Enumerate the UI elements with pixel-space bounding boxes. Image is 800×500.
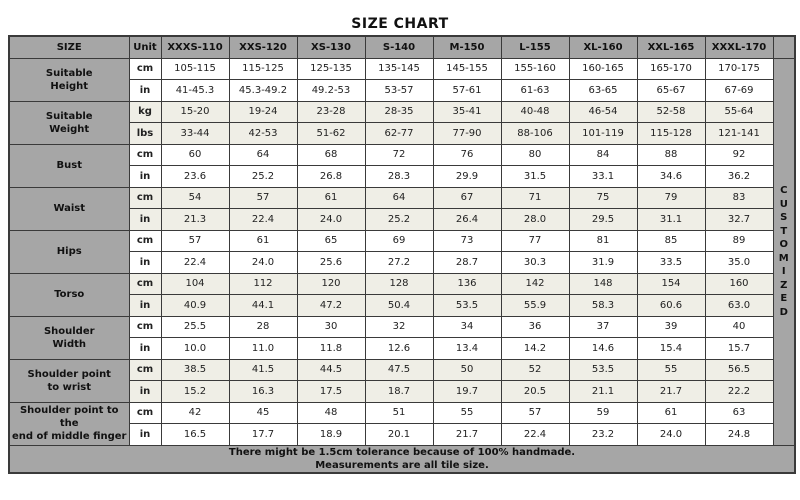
table-row bbox=[9, 101, 795, 123]
value-cell: 24.0 bbox=[229, 252, 297, 274]
value-cell: 28.0 bbox=[501, 209, 569, 231]
value-cell: 20.5 bbox=[501, 381, 569, 403]
value-cell: 85 bbox=[637, 230, 705, 252]
unit-cell: in bbox=[129, 381, 161, 403]
value-cell: 45.3-49.2 bbox=[229, 80, 297, 102]
value-cell: 155-160 bbox=[501, 58, 569, 80]
value-cell: 25.5 bbox=[161, 316, 229, 338]
value-cell: 24.0 bbox=[637, 424, 705, 446]
value-cell: 21.3 bbox=[161, 209, 229, 231]
value-cell: 47.2 bbox=[297, 295, 365, 317]
value-cell: 46-54 bbox=[569, 101, 637, 123]
value-cell: 40-48 bbox=[501, 101, 569, 123]
value-cell: 23.6 bbox=[161, 166, 229, 188]
measurement-label bbox=[9, 316, 129, 359]
size-column-header: XS-130 bbox=[297, 36, 365, 58]
footer-note-line: Measurements are all tile size. bbox=[315, 459, 489, 471]
value-cell: 21.7 bbox=[637, 381, 705, 403]
value-cell: 21.1 bbox=[569, 381, 637, 403]
value-cell: 83 bbox=[705, 187, 773, 209]
table-row bbox=[9, 187, 795, 209]
value-cell: 33.5 bbox=[637, 252, 705, 274]
value-cell: 34.6 bbox=[637, 166, 705, 188]
measurement-label-line: Height bbox=[50, 80, 89, 92]
value-cell: 50 bbox=[433, 359, 501, 381]
value-cell: 160 bbox=[705, 273, 773, 295]
value-cell: 57 bbox=[501, 402, 569, 424]
value-cell: 40 bbox=[705, 316, 773, 338]
table-row bbox=[9, 273, 795, 295]
value-cell: 77 bbox=[501, 230, 569, 252]
value-cell: 37 bbox=[569, 316, 637, 338]
value-cell: 34 bbox=[433, 316, 501, 338]
customized-letter: U bbox=[779, 198, 788, 210]
value-cell: 89 bbox=[705, 230, 773, 252]
size-column-header: S-140 bbox=[365, 36, 433, 58]
value-cell: 61 bbox=[229, 230, 297, 252]
unit-cell: cm bbox=[129, 187, 161, 209]
measurement-label bbox=[9, 273, 129, 316]
value-cell: 125-135 bbox=[297, 58, 365, 80]
value-cell: 73 bbox=[433, 230, 501, 252]
value-cell: 76 bbox=[433, 144, 501, 166]
value-cell: 55 bbox=[637, 359, 705, 381]
value-cell: 115-125 bbox=[229, 58, 297, 80]
measurement-label-line: Shoulder point bbox=[27, 368, 111, 380]
unit-cell: cm bbox=[129, 316, 161, 338]
value-cell: 61 bbox=[637, 402, 705, 424]
size-column-header: XXXL-170 bbox=[705, 36, 773, 58]
customized-letter: O bbox=[779, 239, 788, 250]
value-cell: 64 bbox=[365, 187, 433, 209]
customized-letter: Z bbox=[780, 279, 788, 291]
value-cell: 40.9 bbox=[161, 295, 229, 317]
value-cell: 80 bbox=[501, 144, 569, 166]
table-row bbox=[9, 316, 795, 338]
value-cell: 28 bbox=[229, 316, 297, 338]
value-cell: 69 bbox=[365, 230, 433, 252]
value-cell: 24.0 bbox=[297, 209, 365, 231]
value-cell: 30.3 bbox=[501, 252, 569, 274]
value-cell: 75 bbox=[569, 187, 637, 209]
value-cell: 84 bbox=[569, 144, 637, 166]
value-cell: 23-28 bbox=[297, 101, 365, 123]
value-cell: 19-24 bbox=[229, 101, 297, 123]
value-cell: 38.5 bbox=[161, 359, 229, 381]
customized-header bbox=[773, 36, 795, 58]
measurement-label-line: Torso bbox=[54, 289, 85, 300]
value-cell: 135-145 bbox=[365, 58, 433, 80]
unit-cell: in bbox=[129, 209, 161, 231]
measurement-label bbox=[9, 144, 129, 187]
value-cell: 19.7 bbox=[433, 381, 501, 403]
value-cell: 25.2 bbox=[365, 209, 433, 231]
value-cell: 18.9 bbox=[297, 424, 365, 446]
page-title: SIZE CHART bbox=[351, 16, 449, 32]
value-cell: 15.2 bbox=[161, 381, 229, 403]
size-column-header: L-155 bbox=[501, 36, 569, 58]
table-row bbox=[9, 144, 795, 166]
unit-cell: cm bbox=[129, 144, 161, 166]
value-cell: 68 bbox=[297, 144, 365, 166]
value-cell: 55-64 bbox=[705, 101, 773, 123]
unit-cell: in bbox=[129, 252, 161, 274]
measurement-label bbox=[9, 58, 129, 101]
measurement-label-line: Width bbox=[52, 338, 86, 350]
value-cell: 25.2 bbox=[229, 166, 297, 188]
value-cell: 65 bbox=[297, 230, 365, 252]
customized-letter: I bbox=[781, 266, 786, 277]
footer-note bbox=[9, 445, 795, 473]
unit-cell: cm bbox=[129, 230, 161, 252]
value-cell: 22.4 bbox=[501, 424, 569, 446]
value-cell: 41-45.3 bbox=[161, 80, 229, 102]
value-cell: 57 bbox=[161, 230, 229, 252]
value-cell: 120 bbox=[297, 273, 365, 295]
size-column-header: XXS-120 bbox=[229, 36, 297, 58]
unit-header: Unit bbox=[129, 36, 161, 58]
value-cell: 14.6 bbox=[569, 338, 637, 360]
value-cell: 148 bbox=[569, 273, 637, 295]
value-cell: 14.2 bbox=[501, 338, 569, 360]
value-cell: 60 bbox=[161, 144, 229, 166]
value-cell: 104 bbox=[161, 273, 229, 295]
value-cell: 64 bbox=[229, 144, 297, 166]
value-cell: 142 bbox=[501, 273, 569, 295]
value-cell: 33.1 bbox=[569, 166, 637, 188]
measurement-label-line: Bust bbox=[56, 160, 82, 171]
value-cell: 28.3 bbox=[365, 166, 433, 188]
size-chart-table bbox=[8, 35, 796, 474]
value-cell: 53-57 bbox=[365, 80, 433, 102]
value-cell: 35.0 bbox=[705, 252, 773, 274]
value-cell: 136 bbox=[433, 273, 501, 295]
customized-letter: M bbox=[778, 252, 789, 264]
value-cell: 128 bbox=[365, 273, 433, 295]
value-cell: 160-165 bbox=[569, 58, 637, 80]
value-cell: 58.3 bbox=[569, 295, 637, 317]
value-cell: 10.0 bbox=[161, 338, 229, 360]
value-cell: 20.1 bbox=[365, 424, 433, 446]
value-cell: 61 bbox=[297, 187, 365, 209]
measurement-label-line: Weight bbox=[49, 123, 90, 135]
unit-cell: in bbox=[129, 424, 161, 446]
unit-cell: cm bbox=[129, 273, 161, 295]
value-cell: 53.5 bbox=[569, 359, 637, 381]
value-cell: 48 bbox=[297, 402, 365, 424]
customized-letter: E bbox=[780, 293, 788, 304]
value-cell: 55.9 bbox=[501, 295, 569, 317]
value-cell: 30 bbox=[297, 316, 365, 338]
value-cell: 22.2 bbox=[705, 381, 773, 403]
value-cell: 13.4 bbox=[433, 338, 501, 360]
value-cell: 77-90 bbox=[433, 123, 501, 145]
value-cell: 72 bbox=[365, 144, 433, 166]
measurement-label bbox=[9, 402, 129, 445]
value-cell: 105-115 bbox=[161, 58, 229, 80]
value-cell: 112 bbox=[229, 273, 297, 295]
footer-note-line: There might be 1.5cm tolerance because of 100% handmade. bbox=[228, 446, 576, 458]
value-cell: 32.7 bbox=[705, 209, 773, 231]
value-cell: 27.2 bbox=[365, 252, 433, 274]
value-cell: 101-119 bbox=[569, 123, 637, 145]
value-cell: 63-65 bbox=[569, 80, 637, 102]
value-cell: 44.5 bbox=[297, 359, 365, 381]
value-cell: 15.7 bbox=[705, 338, 773, 360]
value-cell: 52 bbox=[501, 359, 569, 381]
value-cell: 62-77 bbox=[365, 123, 433, 145]
value-cell: 71 bbox=[501, 187, 569, 209]
value-cell: 67-69 bbox=[705, 80, 773, 102]
value-cell: 165-170 bbox=[637, 58, 705, 80]
value-cell: 49.2-53 bbox=[297, 80, 365, 102]
value-cell: 15-20 bbox=[161, 101, 229, 123]
value-cell: 55 bbox=[433, 402, 501, 424]
measurement-label-line: to wrist bbox=[47, 381, 91, 393]
value-cell: 52-58 bbox=[637, 101, 705, 123]
value-cell: 24.8 bbox=[705, 424, 773, 446]
value-cell: 170-175 bbox=[705, 58, 773, 80]
unit-cell: in bbox=[129, 295, 161, 317]
size-column-header: XXXS-110 bbox=[161, 36, 229, 58]
size-column-header: XL-160 bbox=[569, 36, 637, 58]
unit-cell: in bbox=[129, 338, 161, 360]
value-cell: 50.4 bbox=[365, 295, 433, 317]
size-column-header: M-150 bbox=[433, 36, 501, 58]
unit-cell: lbs bbox=[129, 123, 161, 145]
value-cell: 33-44 bbox=[161, 123, 229, 145]
value-cell: 21.7 bbox=[433, 424, 501, 446]
measurement-label-line: Shoulder bbox=[43, 325, 95, 337]
value-cell: 26.4 bbox=[433, 209, 501, 231]
value-cell: 12.6 bbox=[365, 338, 433, 360]
value-cell: 154 bbox=[637, 273, 705, 295]
value-cell: 59 bbox=[569, 402, 637, 424]
value-cell: 145-155 bbox=[433, 58, 501, 80]
value-cell: 57-61 bbox=[433, 80, 501, 102]
table-row bbox=[9, 58, 795, 80]
value-cell: 61-63 bbox=[501, 80, 569, 102]
customized-letter: T bbox=[780, 225, 788, 237]
value-cell: 57 bbox=[229, 187, 297, 209]
size-header: SIZE bbox=[9, 36, 129, 58]
customized-letter: C bbox=[780, 185, 788, 196]
value-cell: 45 bbox=[229, 402, 297, 424]
value-cell: 36 bbox=[501, 316, 569, 338]
value-cell: 53.5 bbox=[433, 295, 501, 317]
value-cell: 16.5 bbox=[161, 424, 229, 446]
value-cell: 29.5 bbox=[569, 209, 637, 231]
unit-cell: in bbox=[129, 80, 161, 102]
value-cell: 35-41 bbox=[433, 101, 501, 123]
footer-row bbox=[9, 445, 795, 473]
value-cell: 60.6 bbox=[637, 295, 705, 317]
customized-letter: S bbox=[780, 212, 788, 223]
value-cell: 36.2 bbox=[705, 166, 773, 188]
value-cell: 41.5 bbox=[229, 359, 297, 381]
header-row bbox=[9, 36, 795, 58]
customized-column bbox=[773, 58, 795, 445]
value-cell: 63.0 bbox=[705, 295, 773, 317]
measurement-label-line: Shoulder point to the bbox=[19, 405, 119, 429]
value-cell: 25.6 bbox=[297, 252, 365, 274]
unit-cell: in bbox=[129, 166, 161, 188]
value-cell: 47.5 bbox=[365, 359, 433, 381]
value-cell: 79 bbox=[637, 187, 705, 209]
unit-cell: cm bbox=[129, 58, 161, 80]
value-cell: 22.4 bbox=[161, 252, 229, 274]
table-row bbox=[9, 359, 795, 381]
value-cell: 31.5 bbox=[501, 166, 569, 188]
value-cell: 42 bbox=[161, 402, 229, 424]
value-cell: 18.7 bbox=[365, 381, 433, 403]
value-cell: 121-141 bbox=[705, 123, 773, 145]
measurement-label bbox=[9, 230, 129, 273]
table-row bbox=[9, 402, 795, 424]
value-cell: 22.4 bbox=[229, 209, 297, 231]
value-cell: 42-53 bbox=[229, 123, 297, 145]
value-cell: 17.5 bbox=[297, 381, 365, 403]
measurement-label-line: Suitable bbox=[45, 110, 93, 122]
value-cell: 11.8 bbox=[297, 338, 365, 360]
value-cell: 51 bbox=[365, 402, 433, 424]
value-cell: 44.1 bbox=[229, 295, 297, 317]
table-row bbox=[9, 230, 795, 252]
value-cell: 31.9 bbox=[569, 252, 637, 274]
value-cell: 15.4 bbox=[637, 338, 705, 360]
value-cell: 39 bbox=[637, 316, 705, 338]
size-column-header: XXL-165 bbox=[637, 36, 705, 58]
value-cell: 54 bbox=[161, 187, 229, 209]
measurement-label bbox=[9, 359, 129, 402]
customized-letter: D bbox=[779, 306, 788, 318]
value-cell: 63 bbox=[705, 402, 773, 424]
value-cell: 29.9 bbox=[433, 166, 501, 188]
value-cell: 28.7 bbox=[433, 252, 501, 274]
value-cell: 31.1 bbox=[637, 209, 705, 231]
value-cell: 51-62 bbox=[297, 123, 365, 145]
value-cell: 65-67 bbox=[637, 80, 705, 102]
measurement-label-line: Suitable bbox=[45, 67, 93, 79]
measurement-label-line: end of middle finger bbox=[11, 431, 127, 442]
value-cell: 88-106 bbox=[501, 123, 569, 145]
value-cell: 92 bbox=[705, 144, 773, 166]
unit-cell: cm bbox=[129, 402, 161, 424]
value-cell: 16.3 bbox=[229, 381, 297, 403]
value-cell: 115-128 bbox=[637, 123, 705, 145]
measurement-label-line: Hips bbox=[56, 246, 82, 257]
value-cell: 28-35 bbox=[365, 101, 433, 123]
value-cell: 11.0 bbox=[229, 338, 297, 360]
unit-cell: cm bbox=[129, 359, 161, 381]
measurement-label-line: Waist bbox=[53, 203, 86, 214]
unit-cell: kg bbox=[129, 101, 161, 123]
value-cell: 88 bbox=[637, 144, 705, 166]
measurement-label bbox=[9, 187, 129, 230]
value-cell: 26.8 bbox=[297, 166, 365, 188]
value-cell: 67 bbox=[433, 187, 501, 209]
value-cell: 32 bbox=[365, 316, 433, 338]
value-cell: 56.5 bbox=[705, 359, 773, 381]
value-cell: 17.7 bbox=[229, 424, 297, 446]
value-cell: 23.2 bbox=[569, 424, 637, 446]
measurement-label bbox=[9, 101, 129, 144]
value-cell: 81 bbox=[569, 230, 637, 252]
